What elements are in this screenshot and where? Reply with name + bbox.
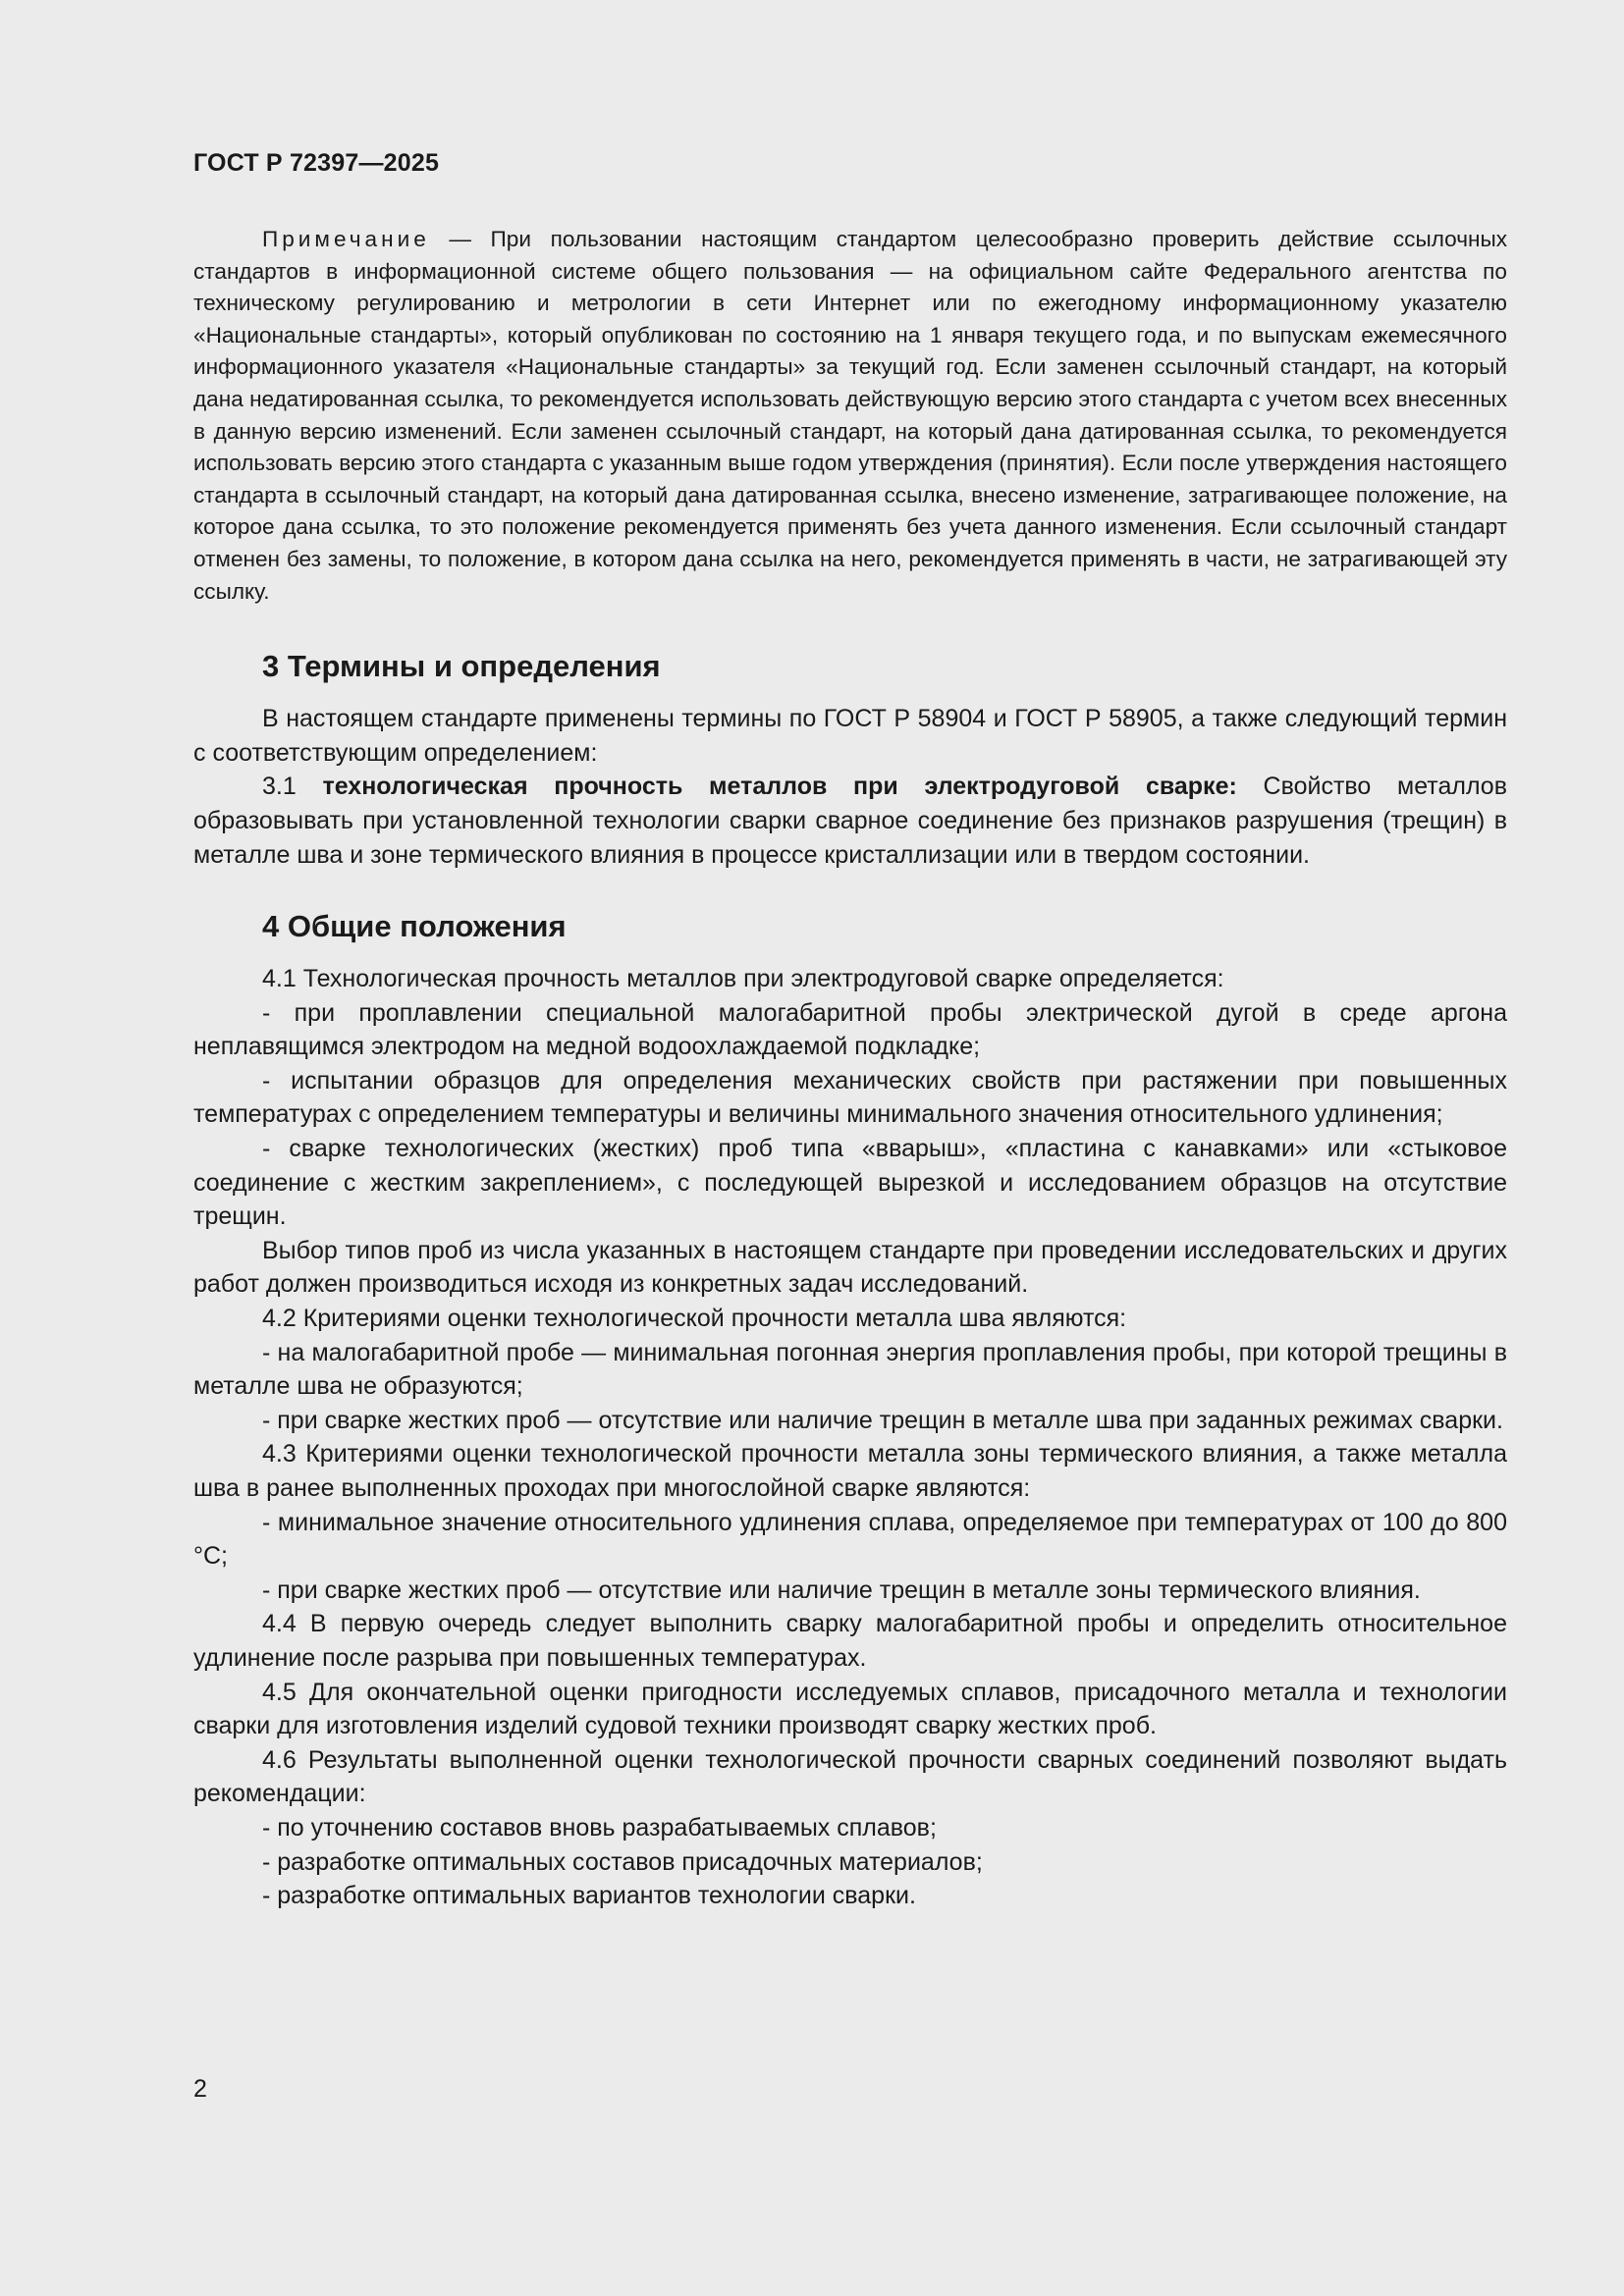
list-item: - разработке оптимальных вариантов технологии сварки. bbox=[262, 1882, 916, 1910]
note-label: Примечание bbox=[262, 227, 430, 251]
reference-note bbox=[193, 224, 1507, 608]
note-text: — При пользовании настоящим стандартом целесообразно проверить действие ссылочных стандартов в информационной системе общего пользования — на официальном сайте Федерального агентства по техническому регулированию и метрологии в сети Интернет или по ежегодному информационному указателю «Национальные стандарты», который опубликован по состоянию на 1 января текущего года, и по выпускам ежемесячного информационного указателя «Национальные стандарты» за текущий год. Если заменен ссылочный стандарт, на который дана недатированная ссылка, то рекомендуется использовать действующую версию этого стандарта с учетом всех внесенных в данную версию изменений. Если заменен ссылочный стандарт, на который дана датированная ссылка, то рекомендуется использовать версию этого стандарта с указанным выше годом утверждения (принятия). Если после утверждения настоящего стандарта в ссылочный стандарт, на который дана датированная ссылка, внесено изменение, затрагивающее положение, на которое дана ссылка, то это положение рекомендуется применять без учета данного изменения. Если ссылочный стандарт отменен без замены, то положение, в котором дана ссылка на него, рекомендуется применять в части, не затрагивающей эту ссылку. bbox=[193, 227, 1507, 604]
term-definition bbox=[193, 770, 1507, 872]
section-4-body bbox=[193, 962, 1507, 1913]
list-item: - на малогабаритной пробе — минимальная погонная энергия проплавления пробы, при которой трещины в металле шва не образуются; bbox=[193, 1338, 1507, 1401]
list-item: - разработке оптимальных составов присадочных материалов; bbox=[262, 1847, 983, 1876]
paragraph: Выбор типов проб из числа указанных в настоящем стандарте при проведении исследовательских и других работ должен производиться исходя из конкретных задач исследований. bbox=[193, 1236, 1507, 1299]
list-item: - при сварке жестких проб — отсутствие или наличие трещин в металле шва при заданных режимах сварки. bbox=[262, 1406, 1503, 1434]
page-content bbox=[193, 224, 1507, 1913]
section-4-title: 4 Общие положения bbox=[262, 909, 567, 944]
paragraph: 4.2 Критериями оценки технологической прочности металла шва являются: bbox=[262, 1305, 1127, 1333]
list-item: - при проплавлении специальной малогабаритной пробы электрической дугой в среде аргона неплавящимся электродом на медной водоохлаждаемой подкладке; bbox=[193, 998, 1507, 1061]
paragraph: 4.4 В первую очередь следует выполнить сварку малогабаритной пробы и определить относительное удлинение после разрыва при повышенных температурах. bbox=[193, 1610, 1507, 1672]
list-item: - при сварке жестких проб — отсутствие или наличие трещин в металле зоны термического влияния. bbox=[262, 1575, 1421, 1604]
page-number: 2 bbox=[193, 2075, 207, 2103]
document-code-header: ГОСТ Р 72397—2025 bbox=[193, 149, 440, 177]
list-item: - сварке технологических (жестких) проб типа «вварыш», «пластина с канавками» или «стыковое соединение с жестким закреплением», с последующей вырезкой и исследованием образцов на отсутствие трещин. bbox=[193, 1135, 1507, 1231]
paragraph: 4.6 Результаты выполненной оценки технологической прочности сварных соединений позволяют выдать рекомендации: bbox=[193, 1745, 1507, 1808]
paragraph: 4.5 Для окончательной оценки пригодности исследуемых сплавов, присадочного металла и технологии сварки для изготовления изделий судовой техники производят сварку жестких проб. bbox=[193, 1678, 1507, 1740]
paragraph: 4.3 Критериями оценки технологической прочности металла зоны термического влияния, а также металла шва в ранее выполненных проходах при многослойной сварке являются: bbox=[193, 1440, 1507, 1502]
term-definition-text: Свойство металлов образовывать при установленной технологии сварки сварное соединение без признаков разрушения (трещин) в металле шва и зоне термического влияния в процессе кристаллизации или в твердом состоянии. bbox=[193, 773, 1507, 869]
list-item: - испытании образцов для определения механических свойств при растяжении при повышенных температурах с определением температуры и величины минимального значения относительного удлинения; bbox=[193, 1066, 1507, 1129]
section-3-intro: В настоящем стандарте применены термины по ГОСТ Р 58904 и ГОСТ Р 58905, а также следующий термин с соответствующим определением: bbox=[193, 705, 1507, 767]
paragraph: 4.1 Технологическая прочность металлов при электродуговой сварке определяется: bbox=[262, 965, 1224, 993]
list-item: - минимальное значение относительного удлинения сплава, определяемое при температурах от 100 до 800 °С; bbox=[193, 1508, 1507, 1571]
term-number: 3.1 bbox=[262, 773, 323, 801]
section-3-title: 3 Термины и определения bbox=[262, 649, 661, 684]
list-item: - по уточнению составов вновь разрабатываемых сплавов; bbox=[262, 1813, 937, 1842]
term-name: технологическая прочность металлов при электродуговой сварке: bbox=[322, 773, 1237, 801]
